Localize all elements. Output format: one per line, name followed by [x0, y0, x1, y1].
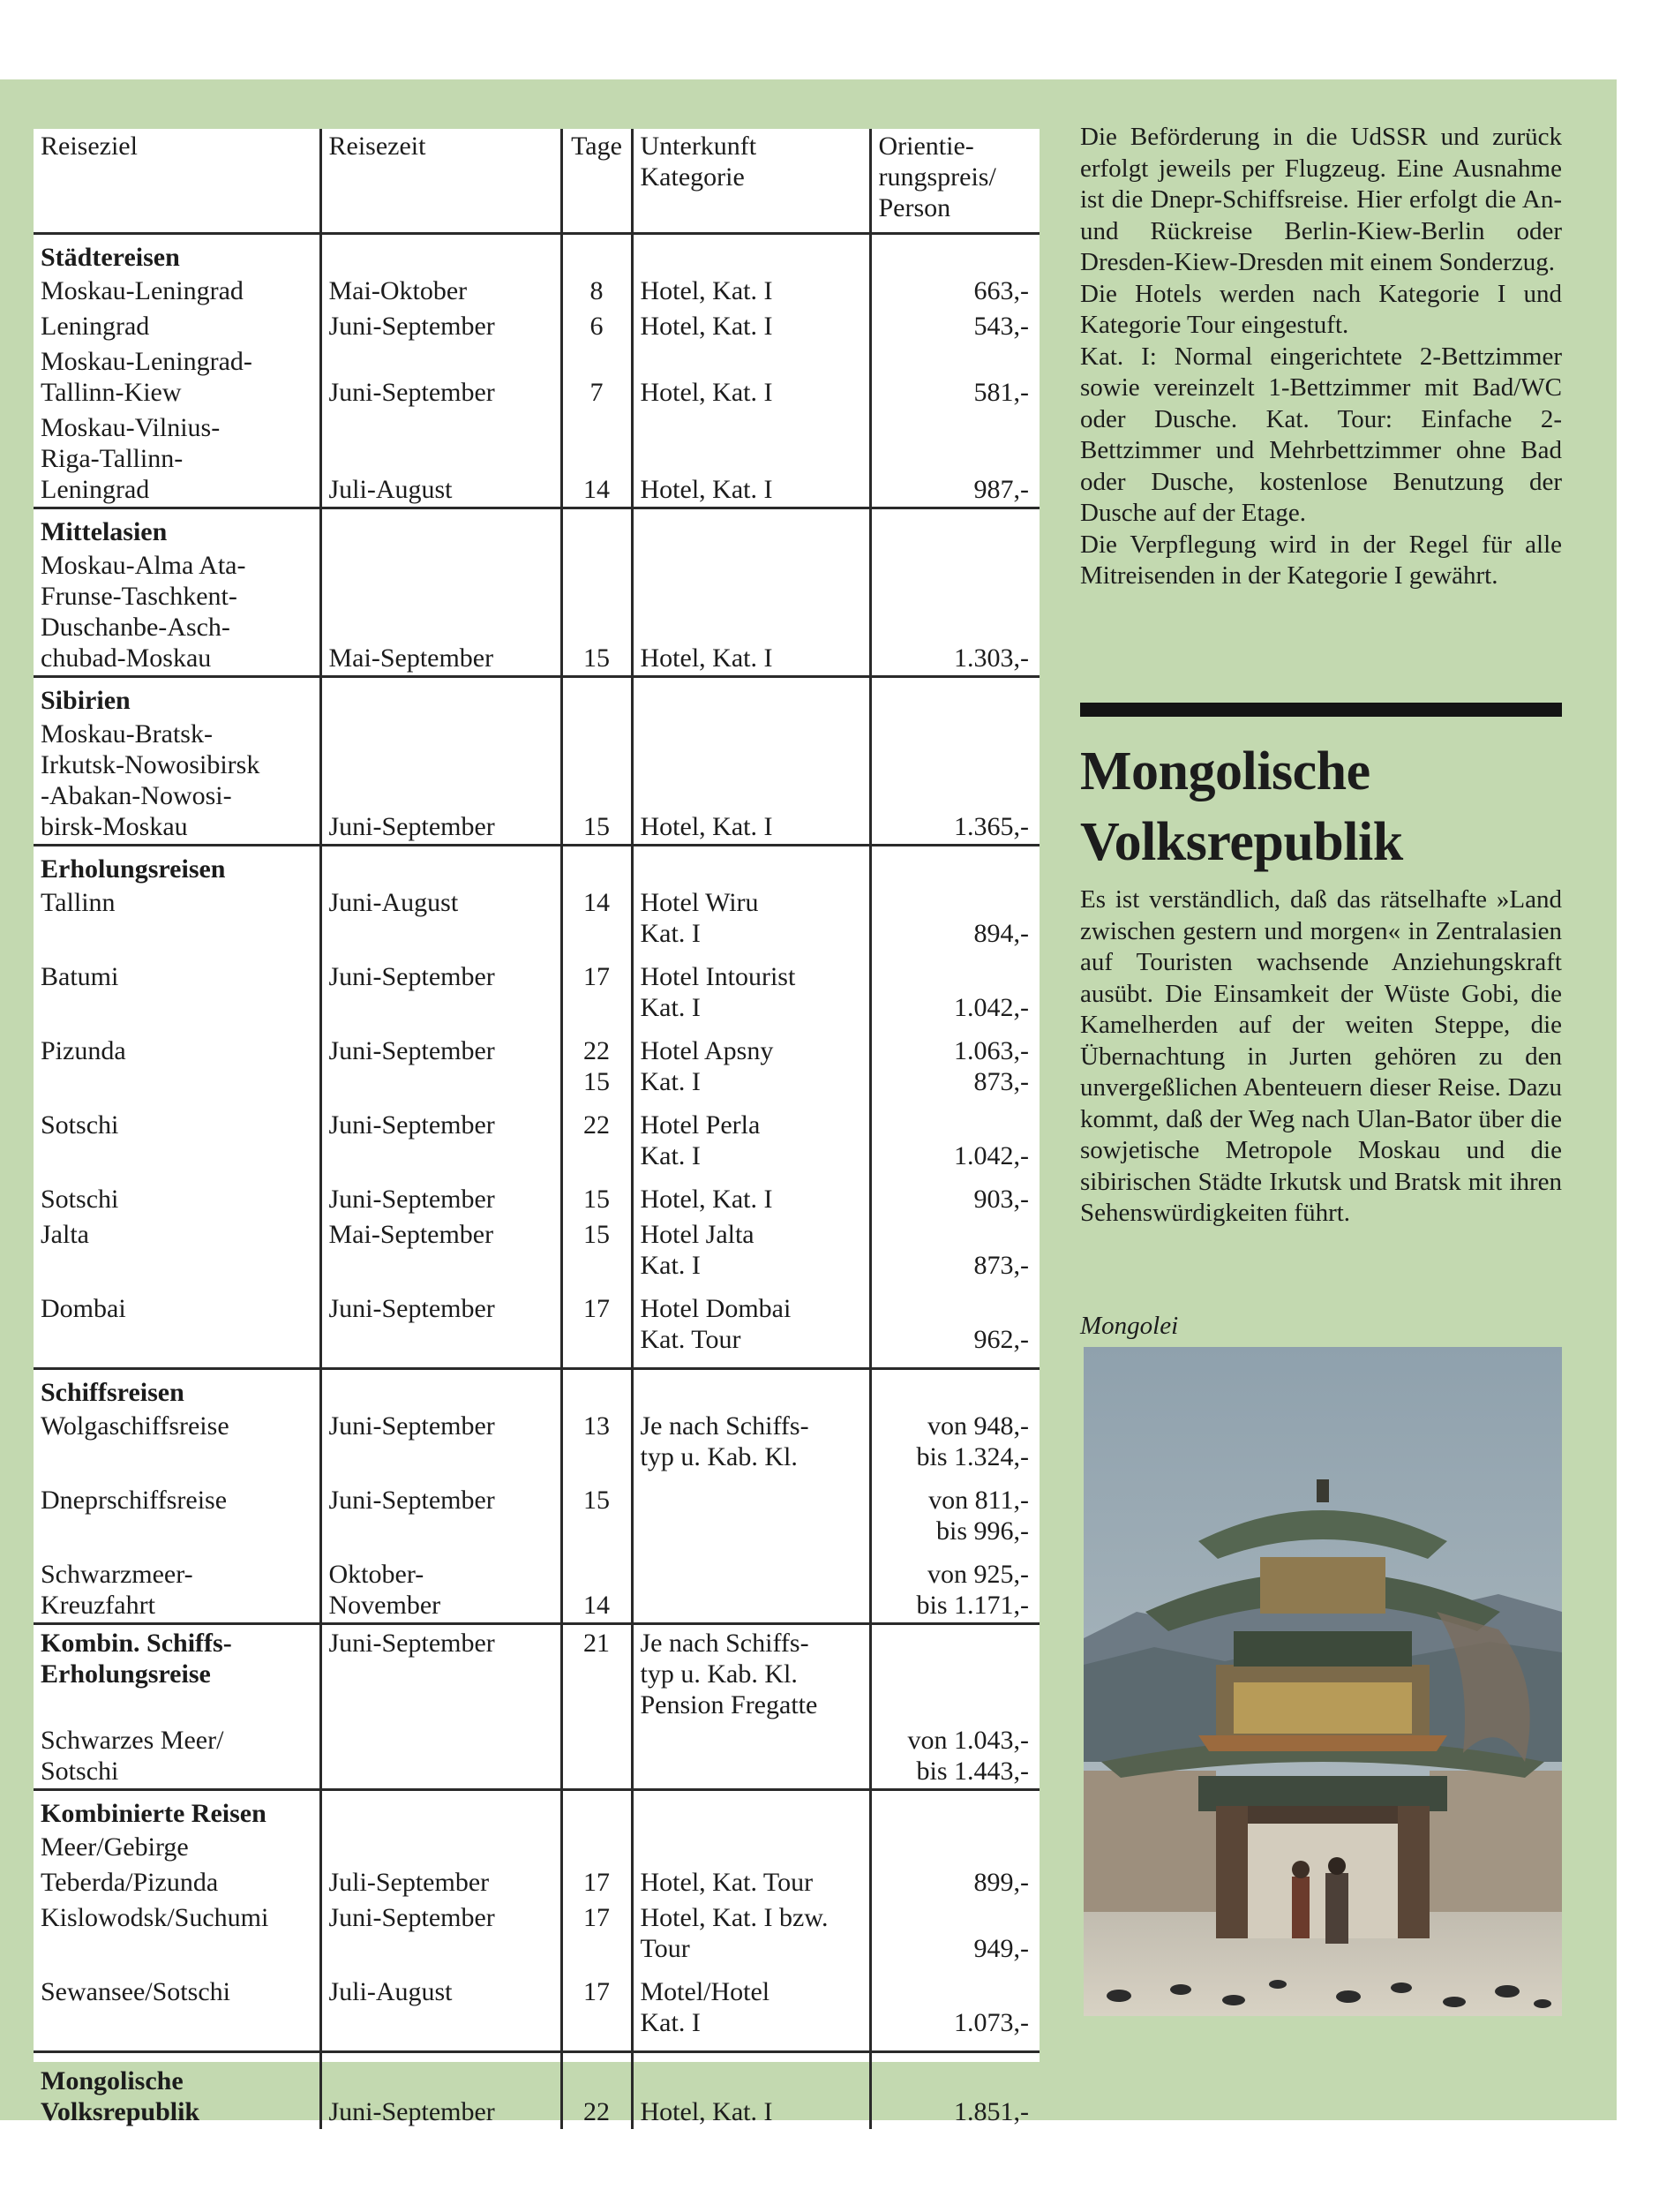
- cell-destination: Moskau-Vilnius- Riga-Tallinn- Leningrad: [41, 413, 221, 504]
- group-title-kombinierte-reisen: Kombinierte Reisen: [34, 1790, 320, 1830]
- cell-price: 903,-: [870, 1173, 1040, 1216]
- cell-period: Juni-September: [320, 1474, 561, 1548]
- cell-period: Juni-September: [320, 951, 561, 1025]
- cell-accommodation: Je nach Schiffs- typ u. Kab. Kl.: [632, 1408, 870, 1474]
- table-row: [34, 1474, 1040, 1548]
- mongolia-description: Es ist verständlich, daß das rätselhafte »Land zwischen gestern und morgen« in Zentralasien auf Touristen wachsende Anziehungskraft ausübt. Die Einsamkeit der Wüste Gobi, die Kamelherden auf der weiten Steppe, die Übernachtung in Jurten gehören zu den unvergeßlichen Abenteuern dieser Reise. Dazu kommt, daß der Weg nach Ulan-Bator über die sowjetische Metropole Moskau und die sibirischen Städte Irkutsk und Bratsk mit ihren Sehenswürdigkeiten führt.: [1080, 885, 1562, 1227]
- cell-days: 17: [561, 1900, 632, 1966]
- cell-price: 1.303,-: [870, 547, 1040, 677]
- cell-destination: Moskau-Leningrad- Tallinn-Kiew: [41, 347, 252, 407]
- cell-accommodation: Hotel, Kat. I: [632, 1173, 870, 1216]
- cell-price: 1.063,- 873,-: [870, 1025, 1040, 1099]
- cell-price: 899,-: [870, 1864, 1040, 1900]
- cell-period: Juni-September: [320, 343, 561, 410]
- cell-accommodation: Hotel, Kat. I: [632, 716, 870, 846]
- table-row: [34, 1025, 1040, 1099]
- cell-destination: Moskau-Alma Ata- Frunse-Taschkent- Duschanbe-Asch- chubad-Moskau: [41, 551, 246, 673]
- cell-period: Juni-September: [320, 1283, 561, 1369]
- cell-price: 962,-: [870, 1283, 1040, 1369]
- cell-days: 17: [561, 1966, 632, 2052]
- cell-accommodation: Motel/Hotel Kat. I: [632, 1966, 870, 2052]
- cell-destination: Batumi: [41, 962, 119, 991]
- cell-accommodation: Je nach Schiffs- typ u. Kab. Kl. Pension Fregatte: [632, 1624, 870, 1723]
- cell-accommodation: Hotel, Kat. I: [632, 547, 870, 677]
- cell-days: 6: [561, 308, 632, 343]
- table-row: [34, 547, 1040, 677]
- cell-days: 14: [561, 884, 632, 951]
- cell-destination: Sotschi: [41, 1185, 119, 1214]
- cell-days: 14: [561, 410, 632, 508]
- cell-days: 17: [561, 951, 632, 1025]
- cell-period: Juni-September: [320, 2052, 561, 2130]
- table-row: [34, 716, 1040, 846]
- table-row: [34, 884, 1040, 951]
- group-subtitle-row: [34, 1829, 1040, 1864]
- cell-period: Juni-September: [320, 716, 561, 846]
- group-title-mongolische-volksrepublik: Mongolische Volksrepublik: [34, 2052, 320, 2130]
- cell-days: 22: [561, 1099, 632, 1173]
- table-row: [34, 1624, 1040, 1723]
- cell-accommodation: Hotel Jalta Kat. I: [632, 1216, 870, 1283]
- header-accommodation: Unterkunft Kategorie: [632, 129, 870, 234]
- cell-price: 1.073,-: [870, 1966, 1040, 2052]
- cell-price: von 811,- bis 996,-: [870, 1474, 1040, 1548]
- cell-price: 987,-: [870, 410, 1040, 508]
- table-row: [34, 1722, 1040, 1790]
- table-row: [34, 343, 1040, 410]
- group-title-row: [34, 1369, 1040, 1409]
- cell-destination: Schwarzes Meer/ Sotschi: [41, 1726, 224, 1786]
- cell-price: 1.365,-: [870, 716, 1040, 846]
- cell-destination: Dneprschiffsreise: [41, 1486, 228, 1515]
- cell-days: 13: [561, 1408, 632, 1474]
- group-title-sibirien: Sibirien: [34, 677, 320, 717]
- group-title-row: [34, 234, 1040, 274]
- table-row: [34, 1408, 1040, 1474]
- cell-accommodation: Hotel, Kat. I: [632, 2052, 870, 2130]
- table-header-row: [34, 129, 1040, 234]
- table-row: [34, 951, 1040, 1025]
- cell-destination: Leningrad: [41, 312, 150, 341]
- cell-price: 894,-: [870, 884, 1040, 951]
- cell-accommodation: Hotel Wiru Kat. I: [632, 884, 870, 951]
- cell-accommodation: Hotel, Kat. I: [632, 308, 870, 343]
- cell-days: 15: [561, 1216, 632, 1283]
- cell-price: 1.851,-: [870, 2052, 1040, 2130]
- cell-price: von 1.043,- bis 1.443,-: [870, 1722, 1040, 1790]
- group-title-staedtereisen: Städtereisen: [34, 234, 320, 274]
- cell-days: 17: [561, 1283, 632, 1369]
- cell-period: Juni-September: [320, 1025, 561, 1099]
- cell-period: Mai-Oktober: [320, 273, 561, 308]
- cell-days: 15: [561, 547, 632, 677]
- cell-destination: Dombai: [41, 1294, 126, 1323]
- cell-price: 949,-: [870, 1900, 1040, 1966]
- cell-destination: Kislowodsk/Suchumi: [41, 1903, 269, 1932]
- cell-accommodation: Hotel, Kat. Tour: [632, 1864, 870, 1900]
- cell-period: Juni-September: [320, 308, 561, 343]
- cell-accommodation: Hotel, Kat. I: [632, 343, 870, 410]
- cell-destination: Moskau-Bratsk- Irkutsk-Nowosibirsk -Abakan-Nowosi- birsk-Moskau: [41, 719, 260, 841]
- cell-days: 15: [561, 1474, 632, 1548]
- header-destination: Reiseziel: [41, 132, 138, 161]
- cell-period: Oktober- November: [320, 1548, 561, 1624]
- cell-destination: Schwarzmeer- Kreuzfahrt: [41, 1560, 193, 1620]
- group-title-row: [34, 677, 1040, 717]
- group-subtitle: Meer/Gebirge: [41, 1832, 189, 1862]
- header-days: Tage: [561, 129, 632, 234]
- cell-period: Juni-September: [320, 1900, 561, 1966]
- table-row: [34, 308, 1040, 343]
- header-price: Orientie- rungspreis/ Person: [870, 129, 1040, 234]
- table-row: [34, 2052, 1040, 2130]
- cell-price: 543,-: [870, 308, 1040, 343]
- cell-destination: Jalta: [41, 1220, 89, 1249]
- cell-accommodation: Hotel, Kat. I: [632, 410, 870, 508]
- temple-gate-illustration: [1084, 1347, 1562, 2016]
- cell-period: Juli-August: [320, 1966, 561, 2052]
- cell-days: 17: [561, 1864, 632, 1900]
- table-row: [34, 1864, 1040, 1900]
- cell-accommodation: Hotel Dombai Kat. Tour: [632, 1283, 870, 1369]
- group-title-kombin-schiffs-erholungsreise: Kombin. Schiffs- Erholungsreise: [34, 1624, 320, 1723]
- photo-caption: Mongolei: [1080, 1312, 1179, 1340]
- cell-days: 15: [561, 1173, 632, 1216]
- table-row: [34, 1548, 1040, 1624]
- table-row: [34, 1099, 1040, 1173]
- cell-destination: Moskau-Leningrad: [41, 276, 244, 305]
- table-row: [34, 1283, 1040, 1369]
- cell-accommodation: Hotel Perla Kat. I: [632, 1099, 870, 1173]
- tour-table: [34, 129, 1040, 2129]
- group-title-row: [34, 846, 1040, 885]
- header-period: Reisezeit: [320, 129, 561, 234]
- cell-period: Juli-September: [320, 1864, 561, 1900]
- cell-days: 15: [561, 716, 632, 846]
- cell-period: Juni-September: [320, 1408, 561, 1474]
- cell-price: von 948,- bis 1.324,-: [870, 1408, 1040, 1474]
- cell-destination: Pizunda: [41, 1036, 126, 1065]
- cell-days: 8: [561, 273, 632, 308]
- section-divider: [1080, 703, 1562, 717]
- group-title-row: [34, 508, 1040, 548]
- cell-period: Juli-August: [320, 410, 561, 508]
- cell-price: 1.042,-: [870, 951, 1040, 1025]
- cell-destination: Wolgaschiffsreise: [41, 1411, 229, 1441]
- group-title-erholungsreisen: Erholungsreisen: [34, 846, 320, 885]
- mongolia-temple-photo: [1084, 1347, 1562, 2016]
- cell-days: 22: [561, 2052, 632, 2130]
- cell-days: 7: [561, 343, 632, 410]
- table-row: [34, 1966, 1040, 2052]
- group-title-schiffsreisen: Schiffsreisen: [34, 1369, 320, 1409]
- cell-period: Mai-September: [320, 547, 561, 677]
- cell-accommodation: Hotel Intourist Kat. I: [632, 951, 870, 1025]
- cell-accommodation: Hotel, Kat. I: [632, 273, 870, 308]
- cell-period: Juni-September: [320, 1099, 561, 1173]
- brochure-page: [0, 79, 1617, 2126]
- cell-price: 663,-: [870, 273, 1040, 308]
- table-row: [34, 410, 1040, 508]
- cell-period: Mai-September: [320, 1216, 561, 1283]
- section-heading: Mongolische Volksrepublik: [1080, 741, 1403, 872]
- table-row: [34, 1900, 1040, 1966]
- cell-days: 14: [561, 1548, 632, 1624]
- cell-price: 581,-: [870, 343, 1040, 410]
- cell-accommodation: Hotel Apsny Kat. I: [632, 1025, 870, 1099]
- cell-days: 22 15: [561, 1025, 632, 1099]
- transport-info-text: Die Beförderung in die UdSSR und zurück erfolgt jeweils per Flugzeug. Eine Ausnahme ist die Dnepr-Schiffsreise. Hier erfolgt die An- und Rückreise Berlin-Kiew-Berlin oder Dresden-Kiew-Dresden mit einem Sonderzug. Die Hotels werden nach Kategorie I und Kategorie Tour eingestuft. Kat. I: Normal eingerichtete 2-Bettzimmer sowie vereinzelt 1-Bettzimmer mit Bad/WC oder Dusche. Kat. Tour: Einfache 2-Bettzimmer und Mehrbettzimmer ohne Bad oder Dusche, kostenlose Benutzung der Dusche auf der Etage. Die Verpflegung wird in der Regel für alle Mitreisenden in der Kategorie I gewährt.: [1080, 123, 1562, 590]
- group-title-row: [34, 1790, 1040, 1830]
- cell-accommodation: Hotel, Kat. I bzw. Tour: [632, 1900, 870, 1966]
- table-row: [34, 1173, 1040, 1216]
- cell-destination: Sewansee/Sotschi: [41, 1977, 230, 2006]
- cell-destination: Teberda/Pizunda: [41, 1868, 219, 1897]
- group-title-mittelasien: Mittelasien: [34, 508, 320, 548]
- cell-price: 873,-: [870, 1216, 1040, 1283]
- cell-destination: Tallinn: [41, 888, 116, 917]
- cell-accommodation: [632, 1474, 870, 1548]
- cell-accommodation: [632, 1548, 870, 1624]
- table-row: [34, 1216, 1040, 1283]
- cell-period: Juni-August: [320, 884, 561, 951]
- cell-price: von 925,- bis 1.171,-: [870, 1548, 1040, 1624]
- table-row: [34, 273, 1040, 308]
- tour-price-table: [34, 129, 1040, 2126]
- cell-period: Juni-September: [320, 1624, 561, 1723]
- cell-price: 1.042,-: [870, 1099, 1040, 1173]
- cell-days: 21: [561, 1624, 632, 1723]
- cell-destination: Sotschi: [41, 1110, 119, 1140]
- cell-period: Juni-September: [320, 1173, 561, 1216]
